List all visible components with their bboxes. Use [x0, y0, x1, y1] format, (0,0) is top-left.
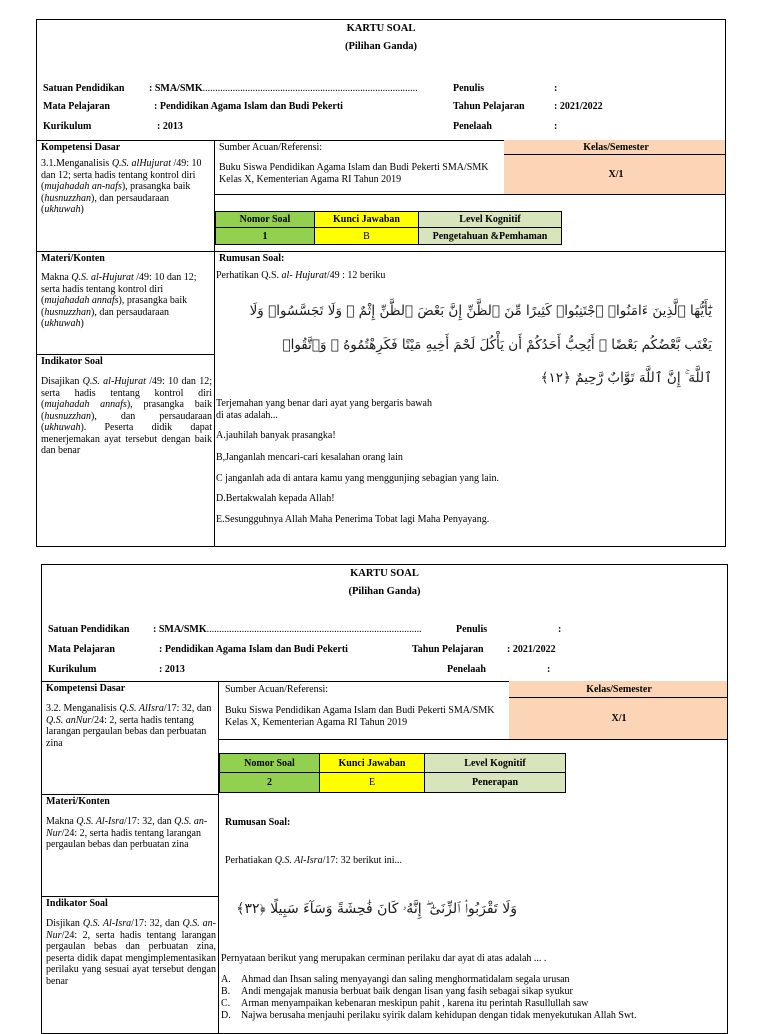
- option-d: D. Najwa berusaha menjauhi perilaku syirik dalam kehidupan dengan tidak menyekutukan Allah Swt.: [221, 1010, 637, 1021]
- kurikulum-value: : 2013: [157, 121, 183, 132]
- divider: [37, 251, 726, 252]
- nomor-soal-header: Nomor Soal: [219, 753, 320, 773]
- level-kognitif-header: Level Kognitif: [418, 211, 562, 228]
- column-divider: [214, 140, 215, 547]
- satuan-label: Satuan Pendidikan: [43, 83, 125, 94]
- divider: [218, 739, 728, 740]
- option-b: B. Andi mengajak manusia berbuat baik dengan lisan yang fasih sebagai sikap syukur: [221, 986, 573, 997]
- level-kognitif-value: Pengetahuan &Pemhaman: [418, 227, 562, 245]
- kompetensi-dasar-text: 3.2. Menganalisis Q.S. AlIsra/17: 32, dan Q.S. anNur/24: 2, serta hadis tentang larangan pergaulan bebas dan perbuatan zina: [46, 703, 212, 749]
- mapel-label: Mata Pelajaran: [43, 101, 110, 112]
- penulis-label: Penulis: [456, 624, 488, 635]
- materi-title: Materi/Konten: [41, 253, 105, 264]
- question-intro: Perhatikan Q.S. al- Hujurat/49 : 12 beriku: [216, 270, 386, 281]
- indikator-text: Disjikan Q.S. Al-Isra/17: 32, dan Q.S. an-Nur/24: 2, serta hadis tentang larangan pergaulan bebas dan perbuatan zina, peserta didik dapat mengimplementasikan perilaku yang sesuai ayat tersebut dengan benar: [46, 918, 217, 987]
- card-title: KARTU SOAL: [346, 23, 416, 34]
- arabic-verse-line-2: يَغْتَب بَّعْضُكُم بَعْضًا ۚ أَيُحِبُّ أَحَدُكُمْ أَن يَأْكُلَ لَحْمَ أَخِيهِ مَيْتًا فَكَرِهْتُمُوهُ ۚ وَٱتَّقُوا۟: [282, 337, 712, 353]
- kurikulum-label: Kurikulum: [43, 121, 92, 132]
- divider: [42, 896, 218, 897]
- penulis-value: :: [554, 83, 558, 94]
- arabic-verse-line-3: ٱللَّهَ ۚ إِنَّ ٱللَّهَ تَوَّابٌ رَّحِيمٌ ﴿١٢﴾: [540, 370, 712, 386]
- kunci-jawaban-header: Kunci Jawaban: [319, 753, 425, 773]
- penulis-label: Penulis: [453, 83, 485, 94]
- sumber-label: Sumber Acuan/Referensi:: [225, 684, 329, 695]
- indikator-text: Disajikan Q.S. al-Hujurat /49: 10 dan 12; serta hadis tentang kontrol diri (mujahadah annafs), prasangka baik (husnuzzhan), dan persaudaraan (ukhuwah). Peserta didik dapat menerjemakan ayat tersebut dengan baik dan benar: [41, 376, 213, 456]
- kunci-jawaban-value: B: [314, 227, 419, 245]
- option-c: C. Arman menyampaikan kebenaran meskipun pahit , karena itu perintah Rasullullah saw: [221, 998, 589, 1009]
- indikator-title: Indikator Soal: [46, 898, 108, 909]
- card-subtitle: (Pilihan Ganda): [344, 41, 418, 52]
- option-d: D.Bertakwalah kepada Allah!: [216, 493, 335, 504]
- question-stem-1: Terjemahan yang benar dari ayat yang bergaris bawah: [216, 398, 432, 409]
- mapel-value: : Pendidikan Agama Islam dan Budi Pekerti: [159, 644, 348, 655]
- materi-title: Materi/Konten: [46, 796, 110, 807]
- rumusan-title: Rumusan Soal:: [225, 817, 291, 828]
- satuan-value: : SMA/SMK......................................................................................: [153, 624, 422, 635]
- penelaah-value: :: [547, 664, 551, 675]
- nomor-soal-value: 2: [219, 772, 320, 793]
- kelas-semester-header: Kelas/Semester: [504, 140, 726, 155]
- tahun-value: : 2021/2022: [554, 101, 603, 112]
- divider: [37, 354, 214, 355]
- satuan-value: : SMA/SMK......................................................................................: [149, 83, 418, 94]
- satuan-label: Satuan Pendidikan: [48, 624, 130, 635]
- kurikulum-value: : 2013: [159, 664, 185, 675]
- kelas-semester-header: Kelas/Semester: [509, 681, 728, 698]
- kartu-soal-2: [41, 564, 728, 1034]
- card-title: KARTU SOAL: [350, 568, 419, 579]
- kelas-semester-value: X/1: [509, 698, 728, 739]
- arabic-verse: وَلَا تَقْرَبُوا۟ ٱلزِّنَىٰٓ ۖ إِنَّهُۥ كَانَ فَٰحِشَةً وَسَآءَ سَبِيلًا ﴿٣٢﴾: [236, 901, 517, 917]
- penelaah-value: :: [554, 121, 558, 132]
- option-a: A.jauhilah banyak prasangka!: [216, 430, 336, 441]
- indikator-title: Indikator Soal: [41, 356, 103, 367]
- kunci-jawaban-header: Kunci Jawaban: [314, 211, 419, 228]
- divider: [42, 794, 219, 795]
- penulis-value: :: [558, 624, 562, 635]
- mapel-value: : Pendidikan Agama Islam dan Budi Pekerti: [154, 101, 343, 112]
- column-divider: [218, 681, 219, 1034]
- level-kognitif-value: Penerapan: [424, 772, 566, 793]
- mapel-label: Mata Pelajaran: [48, 644, 115, 655]
- option-e: E.Sesungguhnya Allah Maha Penerima Tobat lagi Maha Penyayang.: [216, 514, 490, 525]
- question-intro: Perhatiakan Q.S. Al-Isra/17: 32 berikut ini...: [225, 855, 403, 866]
- kompetensi-dasar-title: Kompetensi Dasar: [41, 142, 121, 153]
- materi-text: Makna Q.S. Al-Isra/17: 32, dan Q.S. an-Nur/24: 2, serta hadis tentang larangan pergaulan bebas dan perbuatan zina: [46, 816, 208, 850]
- option-c: C janganlah ada di antara kamu yang menggunjing sebagian yang lain.: [216, 473, 499, 484]
- kunci-jawaban-value: E: [319, 772, 425, 793]
- question-stem-2: di atas adalah...: [216, 410, 278, 421]
- kompetensi-dasar-title: Kompetensi Dasar: [46, 683, 126, 694]
- rumusan-title: Rumusan Soal:: [219, 253, 285, 264]
- card-subtitle: (Pilihan Ganda): [348, 586, 421, 597]
- divider: [214, 194, 726, 195]
- kompetensi-dasar-text: 3.1.Menganalisis Q.S. alHujurat /49: 10 dan 12; serta hadis tentang kontrol diri (mujahadah an-nafs), prasangka baik (husnuzzhan), dan persaudaraan (ukhuwah): [41, 158, 202, 215]
- kelas-semester-value: X/1: [504, 155, 726, 194]
- level-kognitif-header: Level Kognitif: [424, 753, 566, 773]
- materi-text: Makna Q.S. al-Hujurat /49: 10 dan 12; serta hadis tentang kontrol diri (mujahadah annafs), prasangka baik (husnuzzhan), dan persaudaraan (ukhuwah): [41, 272, 197, 329]
- kartu-soal-1: [36, 19, 726, 547]
- tahun-label: Tahun Pelajaran: [453, 101, 525, 112]
- question-stem: Pernyataan berikut yang merupakan cerminan perilaku dar ayat di atas adalah ... .: [221, 953, 547, 964]
- option-b: B,Janganlah mencari-cari kesalahan orang lain: [216, 452, 403, 463]
- tahun-value: : 2021/2022: [507, 644, 556, 655]
- sumber-label: Sumber Acuan/Referensi:: [219, 142, 323, 153]
- option-a: A. Ahmad dan Ihsan saling menyayangi dan saling menghormatidalam segala urusan: [221, 974, 570, 985]
- penelaah-label: Penelaah: [453, 121, 492, 132]
- arabic-verse-line-1: يَٰٓأَيُّهَا ٱلَّذِينَ ءَامَنُوا۟ ٱجْتَنِبُوا۟ كَثِيرًا مِّنَ ٱلظَّنِّ إِنَّ بَعْضَ ٱلظَّنِّ إِثْمٌ ۖ وَلَا تَجَسَّسُوا۟ وَلَا: [249, 303, 712, 319]
- sumber-text: Buku Siswa Pendidikan Agama Islam dan Budi Pekerti SMA/SMK Kelas X, Kementerian Agama RI Tahun 2019: [225, 705, 495, 728]
- nomor-soal-header: Nomor Soal: [215, 211, 315, 228]
- penelaah-label: Penelaah: [447, 664, 486, 675]
- tahun-label: Tahun Pelajaran: [412, 644, 484, 655]
- nomor-soal-value: 1: [215, 227, 315, 245]
- kurikulum-label: Kurikulum: [48, 664, 97, 675]
- sumber-text: Buku Siswa Pendidikan Agama Islam dan Budi Pekerti SMA/SMK Kelas X, Kementerian Agama RI Tahun 2019: [219, 162, 489, 185]
